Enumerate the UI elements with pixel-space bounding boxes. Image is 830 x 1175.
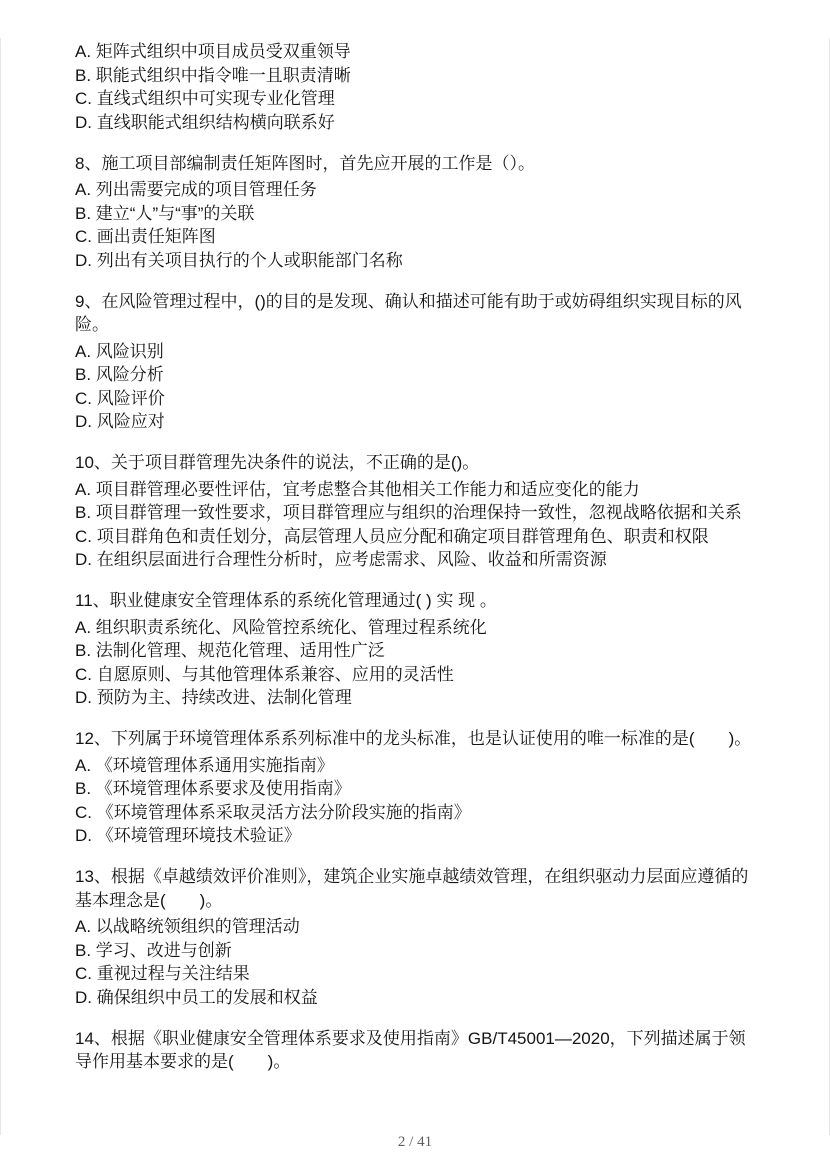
options-list xyxy=(75,478,775,572)
question-13-block xyxy=(75,865,775,1009)
page-number-indicator: 2 / 41 xyxy=(397,1134,433,1150)
option-a: A. 项目群管理必要性评估，宜考虑整合其他相关工作能力和适应变化的能力 xyxy=(75,479,640,499)
question-12-block xyxy=(75,727,775,848)
question-text xyxy=(75,152,775,176)
option-d: D. 风险应对 xyxy=(75,412,165,431)
option-a: A. 组织职责系统化、风险管控系统化、管理过程系统化 xyxy=(75,617,487,637)
option-b: B. 建立“人”与“事”的关联 xyxy=(75,203,255,223)
options-list xyxy=(75,616,775,710)
exam-page-content xyxy=(75,40,775,1077)
question-text xyxy=(75,1027,775,1074)
option-c: C. 直线式组织中可实现专业化管理 xyxy=(75,89,335,108)
question-text xyxy=(75,451,775,475)
option-a: A. 风险识别 xyxy=(75,341,164,361)
option-c: C. 重视过程与关注结果 xyxy=(75,964,250,983)
question-8-block xyxy=(75,152,775,273)
page-left-border xyxy=(0,38,1,1135)
question-line: 9、在风险管理过程中，()的目的是发现、确认和描述可能有助于或妨碍组织实现目标的风 xyxy=(75,291,742,311)
option-c: C. 风险评价 xyxy=(75,388,165,408)
option-b: B. 风险分析 xyxy=(75,365,164,384)
option-d: D. 在组织层面进行合理性分析时，应考虑需求、风险、收益和所需资源 xyxy=(75,550,607,569)
question-line: 12、下列属于环境管理体系系列标准中的龙头标准，也是认证使用的唯一标准的是( )。 xyxy=(75,729,752,748)
options-list xyxy=(75,915,775,1009)
option-b: B. 项目群管理一致性要求，项目群管理应与组织的治理保持一致性，忽视战略依据和关系 xyxy=(75,503,742,522)
question-line: 11、职业健康安全管理体系的系统化管理通过( ) 实 现 。 xyxy=(75,591,497,610)
option-d: D. 预防为主、持续改进、法制化管理 xyxy=(75,688,352,707)
option-a: A. 列出需要完成的项目管理任务 xyxy=(75,180,317,199)
option-d: D. 确保组织中员工的发展和权益 xyxy=(75,987,318,1007)
question-9-block xyxy=(75,290,775,434)
option-a: A. 矩阵式组织中项目成员受双重领导 xyxy=(75,42,351,61)
question-line: 8、施工项目部编制责任矩阵图时，首先应开展的工作是（）。 xyxy=(75,153,535,173)
option-c: C. 自愿原则、与其他管理体系兼容、应用的灵活性 xyxy=(75,664,454,684)
question-line: 险。 xyxy=(75,315,109,334)
page-footer xyxy=(0,1134,830,1151)
options-list xyxy=(75,340,775,434)
options-list xyxy=(75,178,775,272)
option-b: B. 《环境管理体系要求及使用指南》 xyxy=(75,779,351,798)
question-line: 14、根据《职业健康安全管理体系要求及使用指南》GB/T45001—2020，下列描述属于领 xyxy=(75,1028,746,1048)
question-text xyxy=(75,865,775,912)
question-line: 10、关于项目群管理先决条件的说法，不正确的是()。 xyxy=(75,453,480,472)
option-b: B. 学习、改进与创新 xyxy=(75,940,232,960)
question-line: 13、根据《卓越绩效评价准则》，建筑企业实施卓越绩效管理，在组织驱动力层面应遵循的 xyxy=(75,867,749,886)
option-a: A. 《环境管理体系通用实施指南》 xyxy=(75,755,334,775)
option-c: C. 《环境管理体系采取灵活方法分阶段实施的指南》 xyxy=(75,802,471,822)
question-10-block xyxy=(75,451,775,572)
options-list xyxy=(75,754,775,848)
option-b: B. 法制化管理、规范化管理、适用性广泛 xyxy=(75,641,385,660)
option-c: C. 画出责任矩阵图 xyxy=(75,227,216,246)
option-c: C. 项目群角色和责任划分，高层管理人员应分配和确定项目群管理角色、职责和权限 xyxy=(75,526,709,546)
question-14-block xyxy=(75,1027,775,1074)
question-7-options-block xyxy=(75,40,775,134)
option-b: B. 职能式组织中指令唯一且职责清晰 xyxy=(75,65,351,85)
option-d: D. 列出有关项目执行的个人或职能部门名称 xyxy=(75,250,403,270)
question-11-block xyxy=(75,589,775,710)
question-line: 导作用基本要求的是( )。 xyxy=(75,1052,291,1071)
option-d: D. 直线职能式组织结构横向联系好 xyxy=(75,112,335,132)
option-a: A. 以战略统领组织的管理活动 xyxy=(75,917,300,936)
option-d: D. 《环境管理环境技术验证》 xyxy=(75,826,301,845)
question-text xyxy=(75,727,775,751)
question-line: 基本理念是( )。 xyxy=(75,890,223,910)
question-text xyxy=(75,589,775,613)
question-text xyxy=(75,290,775,337)
